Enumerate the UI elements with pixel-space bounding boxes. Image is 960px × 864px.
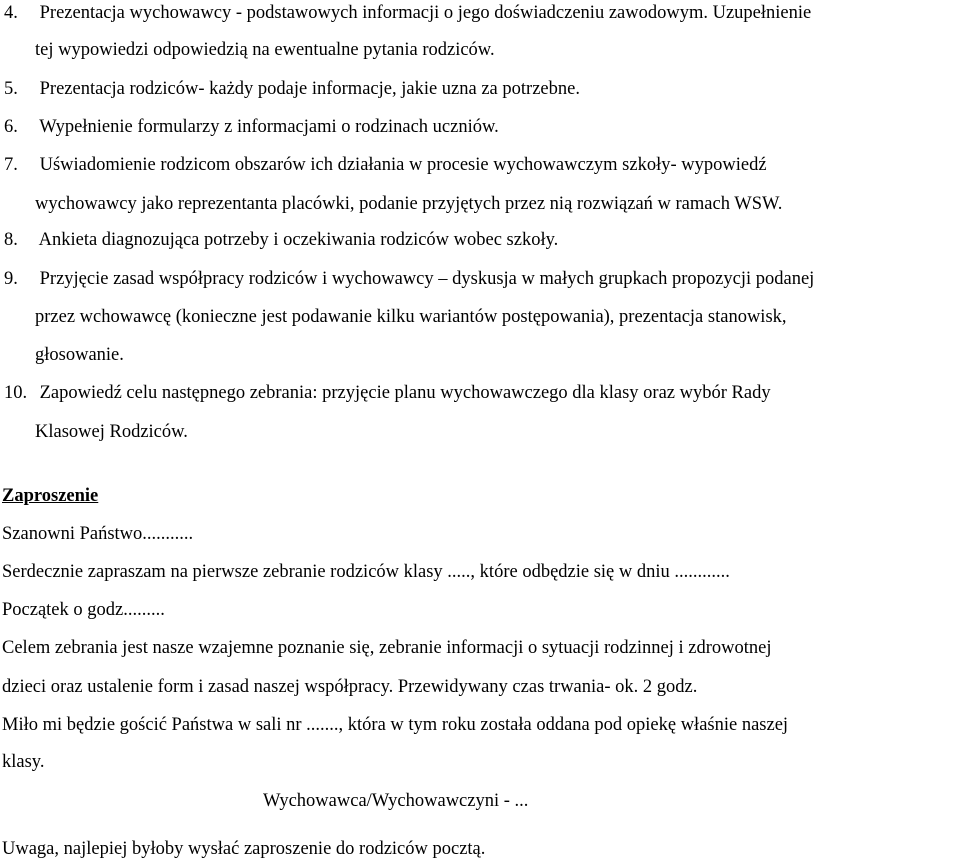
list-item-4-line-2: tej wypowiedzi odpowiedzią na ewentualne pytania rodziców.	[35, 40, 495, 60]
invitation-greeting: Szanowni Państwo...........	[2, 524, 194, 544]
list-item-7-line-1	[4, 154, 767, 176]
list-item-10-line-1	[4, 382, 771, 404]
list-item-6	[4, 116, 499, 138]
invitation-paragraph-3-line-1: Celem zebrania jest nasze wzajemne poznanie się, zebranie informacji o sytuacji rodzinnej i zdrowotnej	[2, 638, 772, 658]
list-text: Przyjęcie zasad współpracy rodziców i wychowawcy – dyskusja w małych grupkach propozycji podanej	[39, 269, 815, 289]
list-number: 7.	[4, 155, 18, 175]
list-text: Prezentacja rodziców- każdy podaje informacje, jakie uzna za potrzebne.	[39, 79, 580, 99]
list-number: 10.	[4, 383, 28, 403]
list-text: Ankieta diagnozująca potrzeby i oczekiwania rodziców wobec szkoły.	[38, 230, 559, 250]
list-item-9-line-3: głosowanie.	[35, 345, 124, 365]
invitation-heading: Zaproszenie	[2, 486, 99, 506]
list-number: 9.	[4, 269, 18, 289]
invitation-paragraph-3-line-2: dzieci oraz ustalenie form i zasad naszej współpracy. Przewidywany czas trwania- ok. 2 godz.	[2, 677, 698, 697]
list-item-8	[4, 229, 558, 251]
invitation-note: Uwaga, najlepiej byłoby wysłać zaproszenie do rodziców pocztą.	[2, 839, 486, 859]
list-number: 5.	[4, 79, 18, 99]
list-text: Prezentacja wychowawcy - podstawowych informacji o jego doświadczeniu zawodowym. Uzupełnienie	[39, 3, 812, 23]
list-item-4-line-1	[4, 2, 811, 24]
list-number: 8.	[4, 230, 18, 250]
list-item-10-line-2: Klasowej Rodziców.	[35, 422, 188, 442]
list-item-5	[4, 78, 580, 100]
list-text: Wypełnienie formularzy z informacjami o rodzinach uczniów.	[39, 117, 499, 137]
invitation-paragraph-1: Serdecznie zapraszam na pierwsze zebranie rodziców klasy ....., które odbędzie się w dniu ............	[2, 562, 730, 582]
list-item-9-line-2: przez wchowawcę (konieczne jest podawanie kilku wariantów postępowania), prezentacja stanowisk,	[35, 307, 787, 327]
list-item-9-line-1	[4, 268, 814, 290]
list-number: 6.	[4, 117, 18, 137]
list-text: Uświadomienie rodzicom obszarów ich działania w procesie wychowawczym szkoły- wypowiedź	[39, 155, 767, 175]
list-item-7-line-2: wychowawcy jako reprezentanta placówki, podanie przyjętych przez nią rozwiązań w ramach WSW.	[35, 194, 783, 214]
invitation-paragraph-4-line-1: Miło mi będzie gościć Państwa w sali nr ......., która w tym roku została oddana pod opiekę właśnie naszej	[2, 715, 789, 735]
invitation-signature: Wychowawca/Wychowawczyni - ...	[263, 791, 529, 811]
list-number: 4.	[4, 3, 18, 23]
invitation-paragraph-4-line-2: klasy.	[2, 752, 45, 772]
list-text: Zapowiedź celu następnego zebrania: przyjęcie planu wychowawczego dla klasy oraz wybór Rady	[39, 383, 771, 403]
invitation-paragraph-2: Początek o godz.........	[2, 600, 165, 620]
